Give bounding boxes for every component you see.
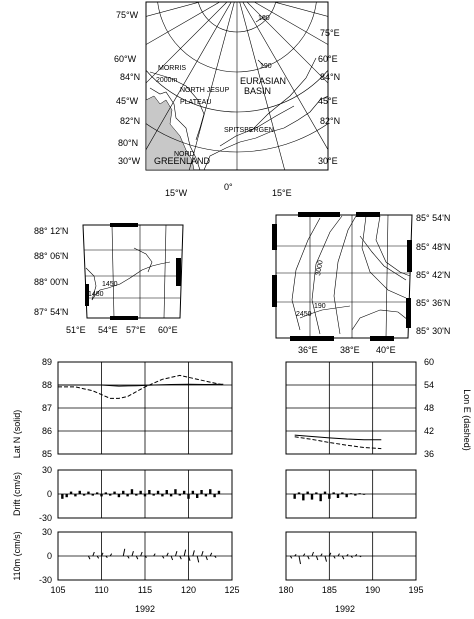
y-tick-label: 85 — [41, 449, 52, 459]
lon-tick-label: 60°E — [158, 325, 178, 335]
meridian-label: 0° — [224, 182, 233, 192]
y2-tick-label: 48 — [424, 403, 435, 413]
frame-tick — [370, 336, 394, 341]
meridian-line — [237, 0, 320, 301]
x-tick-label: 125 — [224, 585, 240, 595]
track-map-left — [34, 223, 183, 335]
map-annotation: BASIN — [244, 86, 272, 96]
lon-tick-label: 38°E — [340, 345, 360, 355]
frame-tick — [110, 223, 138, 227]
parallel-label: 84°N — [120, 72, 141, 82]
longitude-series-line — [58, 375, 223, 398]
parallel-label: 82°N — [120, 116, 141, 126]
map-annotation: MORRIS — [158, 65, 186, 72]
x-tick-label: 115 — [137, 585, 153, 595]
x-tick-label: 185 — [321, 585, 337, 595]
y-tick-label: 30 — [41, 465, 52, 475]
y-axis-label: 110m (cm/s) — [12, 531, 22, 581]
current-stick — [93, 552, 95, 556]
map-annotation: NORTH JESUP — [180, 87, 230, 94]
current-stick — [175, 551, 177, 556]
contour-label: 1450 — [102, 281, 118, 288]
contour — [134, 248, 152, 272]
y-axis-label: Lat N (solid) — [12, 409, 22, 459]
time-series-panel — [39, 527, 240, 595]
current-stick — [360, 556, 362, 557]
frame-tick — [407, 240, 412, 272]
track-map-frame — [276, 215, 412, 338]
current-stick — [197, 556, 199, 562]
x-tick-label: 190 — [365, 585, 381, 595]
time-series-panel — [39, 465, 232, 523]
meridian-label: 30°W — [118, 156, 141, 166]
y-tick-label: 87 — [41, 403, 52, 413]
time-series-panel — [278, 532, 423, 595]
x-tick-label: 120 — [180, 585, 197, 595]
time-series-panels — [39, 357, 434, 595]
lat-tick-label: 85° 54'N — [416, 213, 451, 223]
current-stick — [193, 550, 195, 556]
x-tick-label: 110 — [94, 585, 109, 595]
contour-label: 190 — [314, 303, 326, 310]
meridian-label: 45°E — [318, 96, 338, 106]
meridian-line — [0, 0, 237, 152]
current-stick — [167, 553, 169, 556]
y-tick-label: -30 — [38, 575, 52, 585]
y2-tick-label: 60 — [424, 357, 435, 367]
y-tick-label: 88 — [41, 380, 52, 390]
current-stick — [171, 556, 173, 560]
lon-tick-label: 40°E — [376, 345, 396, 355]
contour — [334, 216, 356, 334]
y-tick-label: 89 — [41, 357, 52, 367]
frame-tick — [290, 336, 334, 341]
map-annotation: SPITSBERGEN — [224, 127, 274, 134]
lon-tick-label: 51°E — [66, 325, 86, 335]
current-stick — [312, 552, 314, 556]
contour-label: 3000 — [315, 259, 325, 277]
current-stick — [123, 549, 125, 556]
lon-tick-label: 36°E — [298, 345, 318, 355]
y2-tick-label: 36 — [424, 449, 435, 459]
meridian-label: 75°E — [320, 28, 340, 38]
meridian-line — [237, 0, 397, 269]
current-stick — [308, 556, 310, 559]
lat-tick-label: 85° 36'N — [416, 298, 451, 308]
meridian-line — [11, 0, 237, 218]
y-tick-label: 0 — [46, 489, 52, 499]
meridian-label: 15°E — [272, 188, 292, 198]
meridian-label: 30°E — [318, 156, 338, 166]
map-annotation: NORD — [174, 151, 195, 158]
time-series-panel — [286, 470, 416, 518]
track-map-frame — [83, 225, 183, 318]
map-annotation: 2000m — [156, 77, 178, 84]
meridian-line — [237, 0, 463, 218]
contour-label: 2450 — [296, 311, 312, 318]
current-stick — [202, 551, 204, 556]
current-stick — [136, 556, 138, 559]
y2-axis-label: Lon E (dashed) — [462, 389, 472, 451]
current-stick — [141, 552, 143, 556]
contour — [352, 310, 408, 330]
y-tick-label: 86 — [41, 426, 52, 436]
frame-tick — [298, 212, 340, 217]
current-stick — [325, 556, 327, 562]
map-annotation: 190 — [260, 63, 272, 70]
track-map-right — [272, 212, 450, 355]
y-tick-label: 0 — [46, 551, 52, 561]
lon-tick-label: 57°E — [126, 325, 146, 335]
current-stick — [299, 556, 301, 564]
lat-tick-label: 87° 54'N — [34, 307, 69, 317]
contour — [360, 236, 406, 280]
lon-tick-label: 54°E — [98, 325, 118, 335]
parallel-label: 80°N — [118, 138, 139, 148]
current-stick — [210, 553, 212, 556]
current-stick — [316, 556, 318, 560]
y-axis-label: Drift (cm/s) — [12, 472, 22, 516]
x-tick-label: 180 — [278, 585, 294, 595]
frame-tick — [176, 258, 181, 286]
y-tick-label: 30 — [41, 527, 52, 537]
current-stick — [132, 551, 134, 556]
map-annotation: PLATEAU — [180, 99, 212, 106]
meridian-label: 60°E — [318, 54, 338, 64]
time-series-panel — [42, 357, 232, 459]
current-stick — [180, 556, 182, 559]
map-annotation: GREENLAND — [154, 156, 211, 166]
y-tick-label: -30 — [38, 513, 52, 523]
parallel-label: 84°N — [320, 72, 341, 82]
map-annotation: EURASIAN — [240, 76, 287, 86]
y2-tick-label: 54 — [424, 380, 435, 390]
meridian-label: 75°W — [116, 10, 139, 20]
graticule — [276, 246, 412, 302]
lat-tick-label: 85° 48'N — [416, 242, 451, 252]
lat-tick-label: 88° 06'N — [34, 251, 69, 261]
contour-label: 1480 — [88, 291, 104, 298]
x-tick-label: 105 — [50, 585, 66, 595]
graticule — [112, 225, 166, 318]
current-stick — [88, 556, 90, 559]
lat-tick-label: 85° 30'N — [416, 326, 451, 336]
parallel-label: 82°N — [320, 116, 341, 126]
meridian-label: 15°W — [165, 188, 188, 198]
lat-tick-label: 85° 42'N — [416, 270, 451, 280]
current-stick — [206, 556, 208, 560]
meridian-label: 60°W — [114, 54, 137, 64]
meridian-label: 45°W — [116, 96, 139, 106]
y2-tick-label: 42 — [424, 426, 435, 436]
current-stick — [184, 550, 186, 556]
frame-tick — [406, 298, 411, 328]
x-tick-label: 195 — [408, 585, 424, 595]
frame-tick — [356, 212, 380, 217]
current-stick — [342, 556, 344, 559]
x-axis-label: 1992 — [134, 604, 156, 614]
lat-tick-label: 88° 12'N — [34, 226, 69, 236]
lat-tick-label: 88° 00'N — [34, 277, 69, 287]
map-annotation: 160 — [258, 15, 270, 22]
time-series-panel — [286, 362, 416, 454]
x-axis-label: 1992 — [334, 604, 356, 614]
